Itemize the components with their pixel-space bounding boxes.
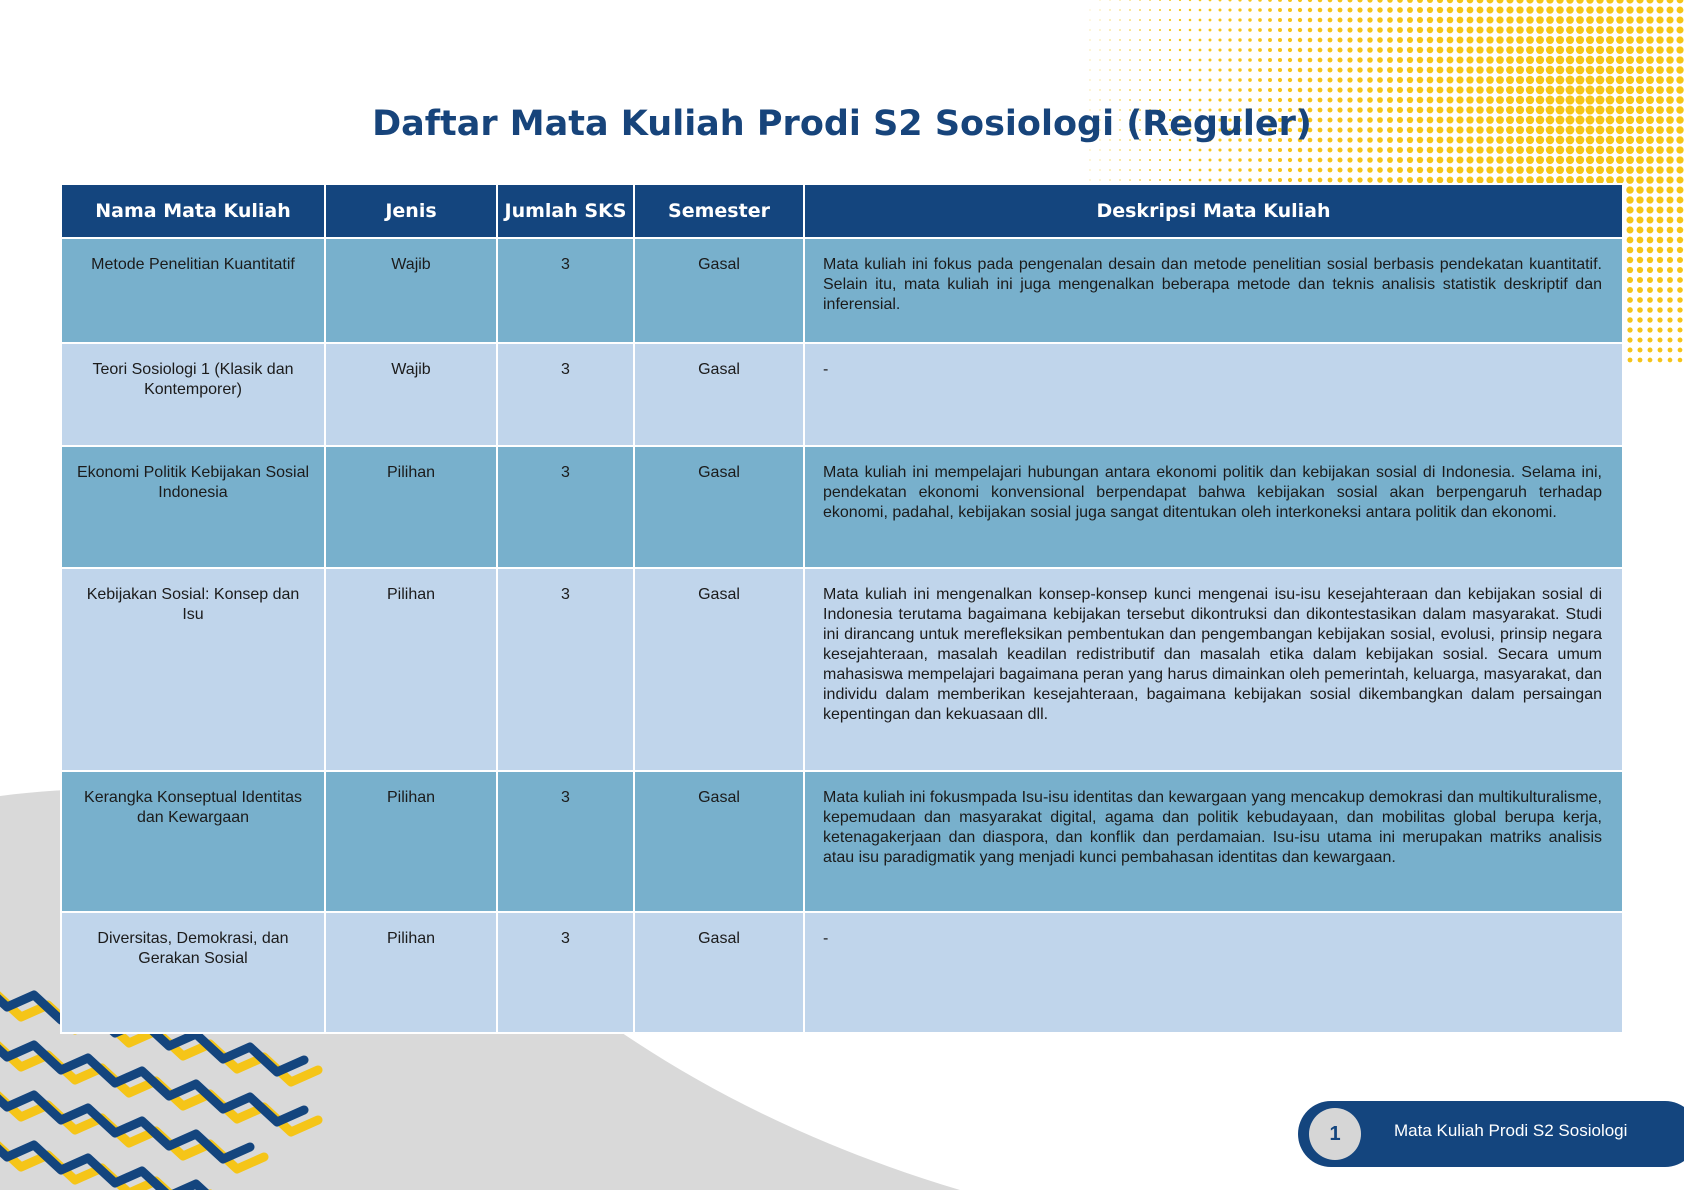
cell-nama: Metode Penelitian Kuantitatif (61, 238, 325, 343)
cell-sks: 3 (497, 568, 634, 771)
header-nama: Nama Mata Kuliah (61, 184, 325, 238)
cell-nama: Kerangka Konseptual Identitas dan Kewargaan (61, 771, 325, 912)
table-row (61, 568, 1623, 771)
cell-semester: Gasal (634, 568, 804, 771)
table-header-row (61, 184, 1623, 238)
cell-nama: Diversitas, Demokrasi, dan Gerakan Sosial (61, 912, 325, 1033)
header-semester: Semester (634, 184, 804, 238)
cell-sks: 3 (497, 771, 634, 912)
cell-jenis: Pilihan (325, 568, 497, 771)
course-table (60, 183, 1624, 1034)
table-row (61, 446, 1623, 568)
cell-semester: Gasal (634, 446, 804, 568)
footer-label: Mata Kuliah Prodi S2 Sosiologi (1394, 1121, 1628, 1140)
table-row (61, 771, 1623, 912)
cell-deskripsi: Mata kuliah ini fokus pada pengenalan desain dan metode penelitian sosial berbasis pendekatan kuantitatif. Selain itu, mata kuliah ini juga mengenalkan beberapa metode dan teknis analisis statistik deskriptif dan inferensial. (804, 238, 1623, 343)
cell-deskripsi: Mata kuliah ini mempelajari hubungan antara ekonomi politik dan kebijakan sosial di Indonesia. Selama ini, pendekatan ekonomi konvensional berpendapat bahwa kebijakan sosial akan berpengaruh terhadap ekonomi, padahal, kebijakan sosial juga sangat ditentukan oleh interkoneksi antara politik dan ekonomi. (804, 446, 1623, 568)
table-row (61, 343, 1623, 446)
table-row (61, 238, 1623, 343)
cell-sks: 3 (497, 912, 634, 1033)
cell-jenis: Pilihan (325, 912, 497, 1033)
cell-jenis: Wajib (325, 343, 497, 446)
table-row (61, 912, 1623, 1033)
header-jenis: Jenis (325, 184, 497, 238)
cell-deskripsi: - (804, 912, 1623, 1033)
page-title: Daftar Mata Kuliah Prodi S2 Sosiologi (Reguler) (372, 104, 1312, 144)
cell-semester: Gasal (634, 912, 804, 1033)
cell-jenis: Wajib (325, 238, 497, 343)
page-number: 1 (1309, 1108, 1361, 1160)
cell-nama: Ekonomi Politik Kebijakan Sosial Indonesia (61, 446, 325, 568)
cell-nama: Kebijakan Sosial: Konsep dan Isu (61, 568, 325, 771)
cell-jenis: Pilihan (325, 446, 497, 568)
cell-semester: Gasal (634, 238, 804, 343)
header-deskripsi: Deskripsi Mata Kuliah (804, 184, 1623, 238)
cell-sks: 3 (497, 446, 634, 568)
header-sks: Jumlah SKS (497, 184, 634, 238)
cell-deskripsi: - (804, 343, 1623, 446)
cell-deskripsi: Mata kuliah ini mengenalkan konsep-konsep kunci mengenai isu-isu kesejahteraan dan kebijakan sosial di Indonesia terutama bagaimana kebijakan tersebut dikontruksi dan dikontestasikan dalam masyarakat. Studi ini dirancang untuk merefleksikan pembentukan dan pengembangan kebijakan sosial, evolusi, prinsip negara kesejahteraan, masalah keadilan redistributif dan masalah etika dalam kebijakan sosial. Secara umum mahasiswa mempelajari bagaimana peran yang harus dimainkan oleh pemerintah, keluarga, masyarakat, dan individu dalam memberikan kesejahteraan, bagaimana kebijakan sosial dikembangkan dalam persaingan kepentingan dan kekuasaan dll. (804, 568, 1623, 771)
cell-semester: Gasal (634, 771, 804, 912)
cell-sks: 3 (497, 343, 634, 446)
cell-sks: 3 (497, 238, 634, 343)
cell-semester: Gasal (634, 343, 804, 446)
cell-jenis: Pilihan (325, 771, 497, 912)
cell-nama: Teori Sosiologi 1 (Klasik dan Kontemporer) (61, 343, 325, 446)
cell-deskripsi: Mata kuliah ini fokusmpada Isu-isu identitas dan kewargaan yang mencakup demokrasi dan multikulturalisme, kepemudaan dan masyarakat digital, agama dan politik kebudayaan, dan mobilitas global berupa kerja, ketenagakerjaan dan diaspora, dan konflik dan perdamaian. Isu-isu utama ini merupakan matriks analisis atau isu paradigmatik yang menjadi kunci pembahasan identitas dan kewargaan. (804, 771, 1623, 912)
